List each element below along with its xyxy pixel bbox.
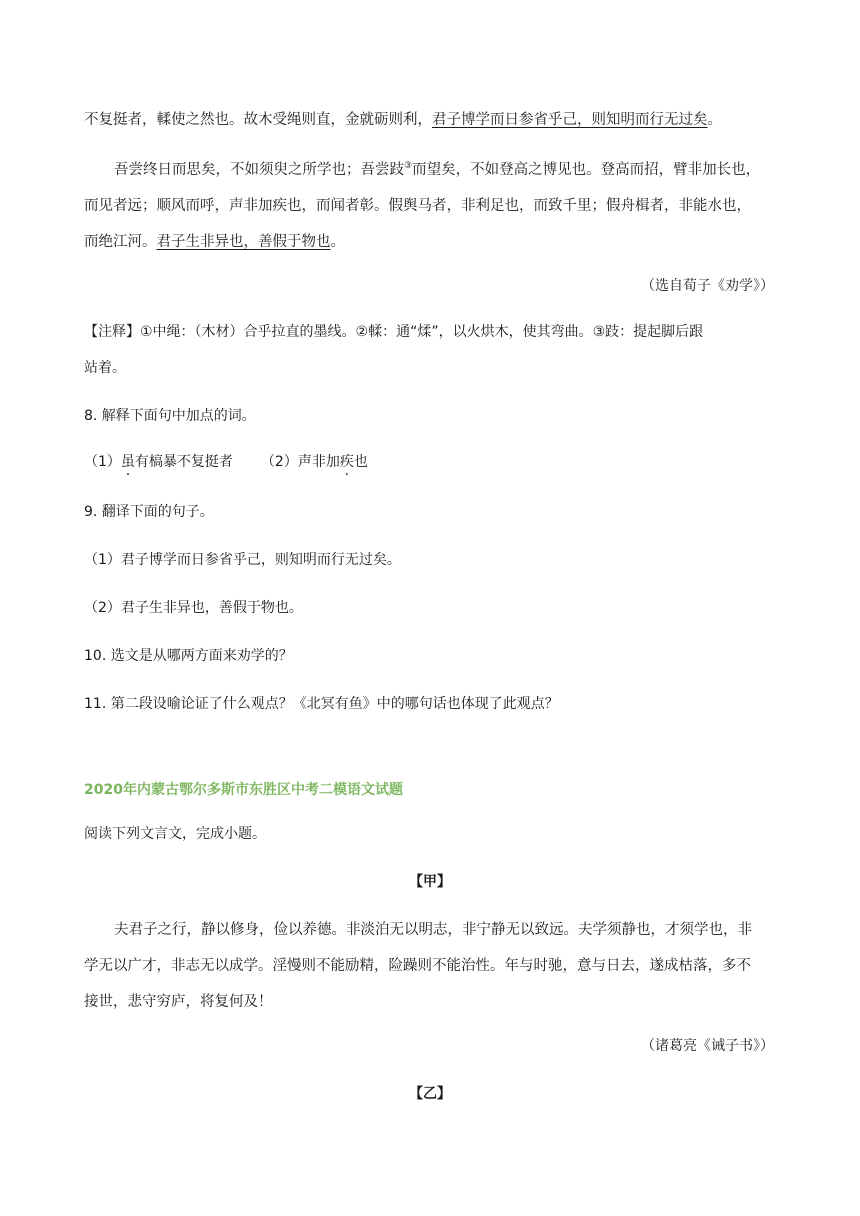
passage-text: 吾尝终日而思矣，不如须臾之所学也；吾尝跂 [114, 162, 404, 178]
passage-text: 不复挺者，輮使之然也。故木受绳则直，金就砺则利， [84, 112, 432, 128]
passage-source: （选自荀子《劝学》） [641, 278, 774, 294]
passage-label-jia: 【甲】 [409, 874, 451, 890]
passage-line-3: 而见者远；顺风而呼，声非加疾也，而闻者彰。假舆马者，非利足也，而致千里；假舟楫者，非能水也， [84, 198, 751, 214]
question-8: 8. 解释下面句中加点的词。 [84, 408, 256, 424]
sub-prefix: （1） [84, 454, 121, 470]
question-11: 11. 第二段设喻论证了什么观点？《北冥有鱼》中的哪句话也体现了此观点？ [84, 696, 559, 712]
passage-punct: 。 [330, 234, 345, 250]
sub-text: 也 [353, 454, 368, 470]
question-9: 9. 翻译下面的句子。 [84, 504, 214, 520]
section-instruction: 阅读下列文言文，完成小题。 [84, 826, 266, 842]
question-10: 10. 选文是从哪两方面来劝学的？ [84, 648, 293, 664]
passage-label-yi: 【乙】 [409, 1086, 451, 1102]
jia-source: （诸葛亮《诫子书》） [641, 1038, 774, 1054]
passage-punct: 。 [707, 112, 722, 128]
question-9-sub-2: （2）君子生非异也，善假于物也。 [84, 600, 303, 616]
annotation-line-1: 【注释】①中绳：（木材）合乎拉直的墨线。②輮：通“煣”，以火烘木，使其弯曲。③跂：提起脚后跟 [84, 324, 704, 340]
footnote-mark: ③ [404, 161, 413, 171]
question-9-sub-1: （1）君子博学而日参省乎己，则知明而行无过矣。 [84, 552, 401, 568]
dotted-word: 疾 [339, 454, 354, 470]
jia-line-1: 夫君子之行，静以修身，俭以养德。非淡泊无以明志，非宁静无以致远。夫学须静也，才须学也，非 [114, 922, 752, 938]
passage-line-4 [84, 232, 345, 252]
annotation-line-2: 站着。 [84, 360, 126, 376]
dotted-word: 虽 [120, 454, 135, 470]
sub-text: 有槁暴不复挺者 [134, 454, 233, 470]
jia-line-2: 学无以广才，非志无以成学。淫慢则不能励精，险躁则不能治性。年与时驰，意与日去，遂成枯落，多不 [84, 958, 751, 974]
underlined-sentence: 君子生非异也，善假于物也 [156, 234, 331, 250]
passage-line-1 [84, 110, 722, 130]
sub-prefix: （2）声非加 [260, 454, 340, 470]
question-8-subitems [84, 452, 368, 472]
passage-text: 而绝江河。 [84, 234, 157, 250]
jia-line-3: 接世，悲守穷庐，将复何及！ [84, 994, 273, 1010]
underlined-sentence: 君子博学而日参省乎己，则知明而行无过矣 [432, 112, 708, 128]
passage-line-2 [114, 160, 760, 180]
passage-text: 而望矣，不如登高之博见也。登高而招，臂非加长也， [412, 162, 761, 178]
section-heading: 2020年内蒙古鄂尔多斯市东胜区中考二模语文试题 [84, 782, 403, 798]
